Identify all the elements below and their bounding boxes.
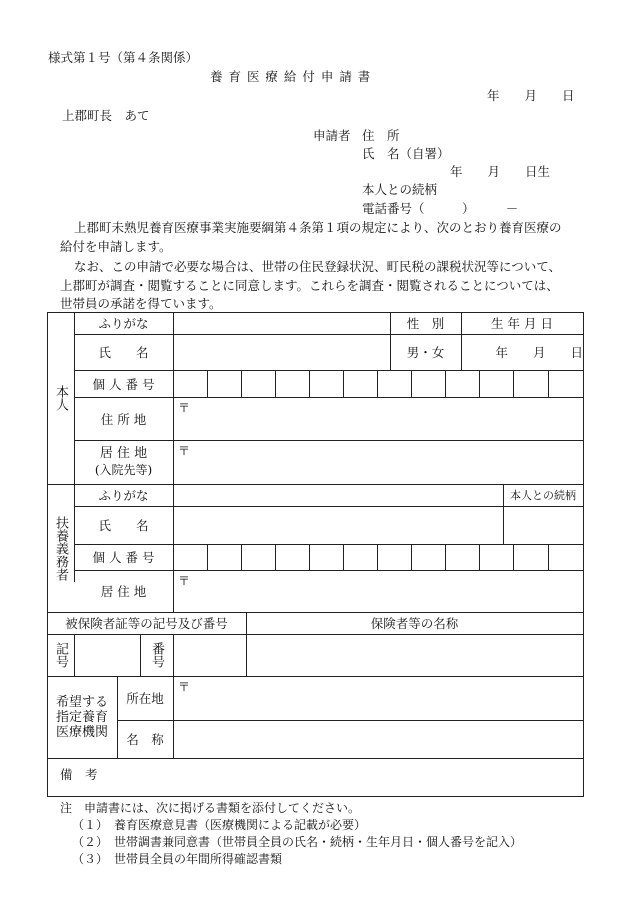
paragraph-1-line-2: 給付を申請します。 — [60, 239, 172, 254]
personal-number-label: 個 人 番 号 — [92, 376, 155, 392]
hospital-name-label: 名 称 — [126, 732, 164, 747]
guardian-label: 扶養義務者 — [53, 515, 68, 581]
residence-label: 居 住 地 (入院先等) — [94, 446, 153, 477]
preferred-hospital-label: 希望する 指定養育 医療機関 — [55, 694, 108, 740]
postal-mark-residence: 〒 — [178, 444, 191, 458]
paragraph-2-line-3: 世帯員の承諾を得ています。 — [60, 296, 222, 311]
paragraph-1-line-1: 上郡町未熟児養育医療事業実施要綱第４条第１項の規定により、次のとおり養育医療の — [74, 220, 562, 235]
guardian-residence-label: 居 住 地 — [100, 584, 147, 599]
note-item-1: （１） 養育医療意見書（医療機関による記載が必要） — [72, 818, 367, 832]
birth-ymd: 年 月 日 — [495, 345, 583, 360]
note-item-2: （２） 世帯調書兼同意書（世帯員全員の氏名・続柄・生年月日・個人番号を記入） — [72, 835, 523, 849]
paragraph-2-line-1: なお、この申請で必要な場合は、世帯の住民登録状況、町民税の課税状況等について、 — [74, 259, 562, 274]
postal-mark-guardian: 〒 — [178, 574, 191, 588]
insurer-name-label: 保険者等の名称 — [370, 616, 459, 631]
form-title: 養 育 医 療 給 付 申 請 書 — [210, 69, 372, 84]
guardian-relation-label: 本人との続柄 — [510, 489, 576, 502]
paragraph-2-line-2: 上郡町が調査・閲覧することに同意します。これらを調査・閲覧されることについては、 — [60, 278, 559, 293]
sex-options: 男・女 — [406, 345, 445, 360]
furigana-label: ふりがな — [98, 316, 149, 331]
notes-heading: 注 申請書には、次に掲げる書類を添付してください。 — [60, 801, 361, 815]
guardian-furigana-label: ふりがな — [98, 488, 149, 503]
birthdate-label: 生 年 月 日 — [491, 316, 553, 331]
insurance-number-label: 被保険者証等の記号及び番号 — [65, 616, 228, 631]
remarks-label: 備 考 — [60, 767, 98, 782]
address-label: 住 所 地 — [100, 411, 147, 427]
postal-mark-hospital: 〒 — [178, 680, 191, 694]
submission-date: 年 月 日 — [487, 88, 575, 103]
applicant-name-label: 氏 名（自署） — [362, 146, 450, 161]
addressee: 上郡町長 あて — [62, 108, 150, 123]
sex-label: 性 別 — [406, 316, 445, 331]
relation-label: 本人との続柄 — [362, 182, 438, 197]
guardian-name-label: 氏 名 — [98, 518, 149, 533]
applicant-address-label: 住 所 — [362, 128, 400, 143]
hospital-location-label: 所在地 — [126, 691, 164, 706]
applicant-label: 申請者 — [313, 128, 351, 143]
note-item-3: （３） 世帯員全員の年間所得確認書類 — [72, 852, 283, 866]
honnin-label: 本人 — [53, 385, 68, 411]
number-label: 番号 — [149, 642, 164, 668]
form-number: 様式第１号（第４条関係） — [48, 50, 199, 65]
phone-label: 電話番号（ ） － — [362, 201, 519, 216]
postal-mark-address: 〒 — [178, 401, 191, 415]
name-label: 氏 名 — [98, 345, 149, 360]
applicant-birth-line: 年 月 日生 — [450, 164, 551, 179]
guardian-personal-number-label: 個 人 番 号 — [92, 550, 155, 565]
symbol-label: 記号 — [53, 642, 68, 668]
